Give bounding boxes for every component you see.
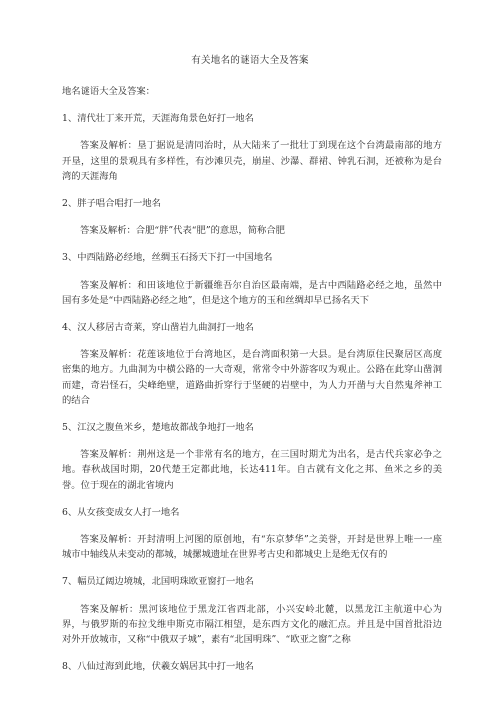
riddle-item-5 [62, 420, 442, 493]
riddle-question: 8、八仙过海到此地，伏羲女娲居其中打一地名 [62, 661, 254, 673]
riddle-question: 5、江汉之腹鱼米乡，楚地故都战争地打一地名 [62, 422, 254, 434]
document-title: 有关地名的谜语大全及答案 [191, 55, 309, 66]
intro-text: 地名谜语大全及答案： [62, 86, 155, 97]
riddle-answer: 答案及解析：和田该地位于新疆维吾尔自治区最南端，是古中西陆路必经之地，虽然中国有多处是“中西陆路必经之地”，但是这个地方的玉和丝绸却早已扬名天下 [62, 279, 442, 306]
riddle-item-3 [62, 250, 442, 308]
riddle-answer: 答案及解析：开封清明上河图的原创地，有“东京梦华”之美誉，开封是世界上唯一一座城市中轴线从未变动的都城，城摞城遗址在世界考古史和都城史上是绝无仅有的 [62, 534, 442, 561]
riddle-item-7 [62, 574, 442, 647]
riddle-question: 1、清代壮丁来开荒，天涯海角景色好打一地名 [62, 113, 254, 125]
riddle-answer: 答案及解析：黑河该地位于黑龙江省西北部，小兴安岭北麓，以黑龙江主航道中心为界，与俄罗斯的布拉戈维申斯克市隔江相望，是东西方文化的融汇点。并且是中国首批沿边对外开放城市，又称“中俄双子城”，素有“北国明珠”、“欧亚之窗”之称 [62, 603, 442, 646]
riddle-answer: 答案及解析：垦丁据说是清同治时，从大陆来了一批壮丁到现在这个台湾最南部的地方开垦，这里的景观具有多样性，有沙滩贝壳，崩崖、沙瀑、群裙、钟乳石洞，还被称为是台湾的天涯海角 [62, 140, 442, 182]
riddle-item-6 [62, 505, 442, 563]
riddle-answer: 答案及解析：荆州这是一个非常有名的地方，在三国时期尤为出名，是古代兵家必争之地。春秋战国时期，20代楚王定都此地，长达411年。自古就有文化之邦、鱼米之乡的美誉。位于现在的湖北省境内 [62, 449, 442, 491]
riddle-answer: 答案及解析：合肥“胖”代表“肥”的意思，简称合肥 [80, 225, 285, 237]
document-body [62, 84, 442, 686]
riddle-question: 4、汉人移居古奇莱，穿山凿岩九曲洞打一地名 [62, 322, 254, 334]
riddle-question: 6、从女孩变成女人打一地名 [62, 506, 180, 518]
riddle-question: 7、幅员辽阔边境城，北国明珠欧亚窗打一地名 [62, 576, 254, 588]
riddle-item-2 [62, 196, 442, 238]
riddle-question: 2、胖子唱合唱打一地名 [62, 198, 161, 210]
riddle-item-1 [62, 111, 442, 184]
riddle-question: 3、中西陆路必经地，丝绸玉石扬天下打一中国地名 [62, 252, 273, 264]
riddle-item-8 [62, 659, 442, 674]
riddle-answer: 答案及解析：花莲该地位于台湾地区，是台湾面积第一大县。是台湾原住民聚居区高度密集的地方。九曲洞为中横公路的一大奇观，常常令中外游客叹为观止。公路在此穿山凿洞而建，奇岩怪石，尖峰绝壁，道路曲折穿行于坚硬的岩壁中，为人力开凿与大自然鬼斧神工的结合 [62, 349, 442, 406]
riddle-item-4 [62, 320, 442, 408]
